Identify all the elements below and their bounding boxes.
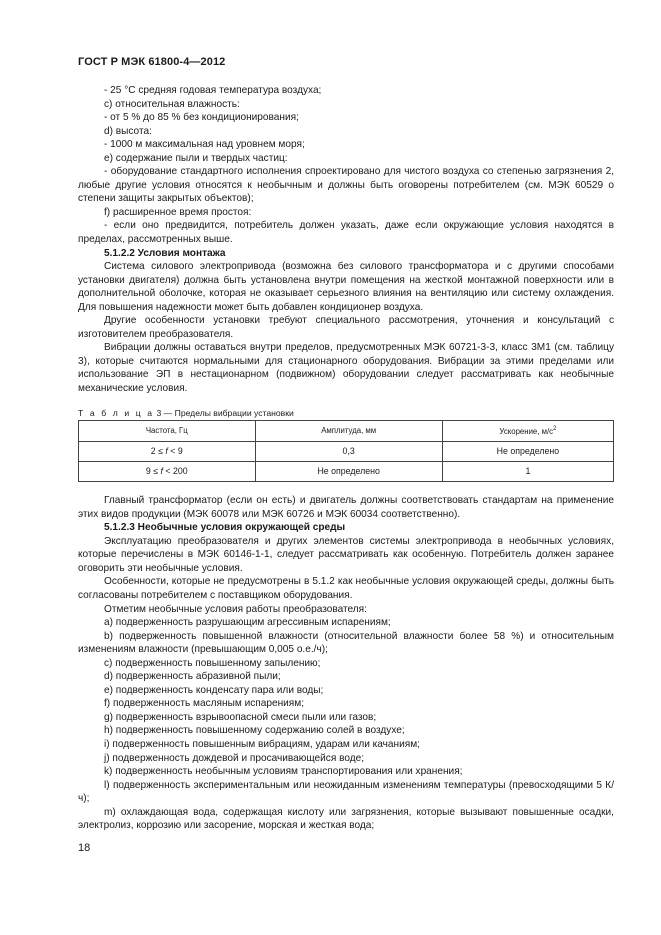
paragraph: Особенности, которые не предусмотрены в 5.1.2 как необычные условия окружающей среды, должны быть согласованы потребителем с поставщиком оборудования. [78,576,614,601]
list-item: c) подверженность повышенному запылению; [104,657,321,669]
list-item: е) подверженность конденсату пара или воды; [104,684,324,696]
page-number: 18 [78,842,91,854]
paragraph: - 25 °С средняя годовая температура воздуха; [104,85,322,96]
document-body [78,84,614,833]
list-item: g) подверженность взрывоопасной смеси пыли или газов; [104,711,377,723]
table-caption-number: 3 [156,407,162,418]
freq-prefix: 9 ≤ [145,465,161,476]
document-header: ГОСТ Р МЭК 61800-4—2012 [78,56,226,68]
paragraph: - от 5 % до 85 % без кондиционирования; [104,112,299,124]
freq-symbol: f [165,445,168,456]
paragraph: Отметим необычные условия работы преобразователя: [104,603,367,615]
table-caption-label: Т а б л и ц а [78,407,155,418]
list-item: m) охлаждающая вода, содержащая кислоту или загрязнения, которые вызывают повышенные осадки, электролиз, коррозию или засорение, морская и жесткая вода; [78,806,614,832]
cell-frequency [79,442,256,462]
cell-frequency [79,462,256,482]
paragraph: Вибрации должны оставаться внутри пределов, предусмотренных МЭК 60721-3-3, класс 3М1 (см. таблицу 3), которые считаются нормальными для стационарного оборудования. Вибрации за этими пределами или использование ЭП в нестационарном (подвижном) оборудовании следует рассматривать как необычные механические условия. [78,342,614,395]
table-header-row [79,421,614,442]
column-header-amplitude: Амплитуда, мм [255,421,442,442]
spacer [78,396,614,407]
paragraph: Другие особенности установки требуют специального рассмотрения, уточнения и консультаций с изготовителем преобразователя. [78,315,614,340]
list-item: l) подверженность экспериментальным или неожиданным изменениям температуры (превосходящими 5 К/ч); [78,779,614,805]
column-header-acceleration [442,421,613,442]
list-item: d) высота: [104,125,152,137]
column-header-frequency: Частота, Гц [79,421,256,442]
freq-suffix: < 200 [162,465,188,476]
list-item: f) подверженность масляным испарениям; [104,698,304,710]
freq-symbol: f [160,465,163,476]
cell-amplitude: 0,3 [255,442,442,462]
list-item: k) подверженность необычным условиям транспортирования или хранения; [104,766,463,778]
list-item: b) подверженность повышенной влажности (относительной влажности более 58 %) и относительным изменениям влажности (превышающим 0,005 о.е./ч); [78,630,614,656]
list-item: i) подверженность повышенным вибрациям, ударам или качаниям; [104,738,420,750]
paragraph: - оборудование стандартного исполнения спроектировано для чистого воздуха со степенью загрязнения 2, любые другие условия относятся к необычным и должны быть оговорены потребителем (см. МЭК 60529 о степени защиты закрытых объектов); [78,166,614,205]
paragraph: - если оно предвидится, потребитель должен указать, даже если окружающие условия находятся в пределах, рассмотренных выше. [78,220,614,246]
freq-prefix: 2 ≤ [150,445,166,456]
paragraph: Главный трансформатор (если он есть) и двигатель должны соответствовать стандартам на применение этих видов продукции (МЭК 60078 или МЭК 60726 и МЭК 60034 соответственно). [78,495,614,520]
list-item: с) относительная влажность: [104,98,240,110]
list-item: а) подверженность разрушающим агрессивным испарениям; [104,617,391,629]
cell-acceleration: 1 [442,462,613,482]
table-caption [78,407,614,421]
paragraph: Система силового электропривода (возможна без силового трансформатора и с другими способами установки двигателя) должна быть установлена внутри помещения на жесткой монтажной поверхности или в дополнительной оболочке, которая не оказывает серьезного влияния на вентиляцию или систему охлаждения. Для повышения надежности может быть добавлен кондиционер воздуха. [78,261,614,313]
vibration-table [78,420,614,482]
acceleration-exponent: 2 [553,426,557,433]
list-item: j) подверженность дождевой и просачивающейся воде; [104,752,365,764]
cell-acceleration: Не определено [442,442,613,462]
freq-suffix: < 9 [167,445,183,456]
section-heading-5122: 5.1.2.2 Условия монтажа [104,247,226,259]
paragraph: Эксплуатацию преобразователя и других элементов системы электропривода в необычных условиях, которые перечислены в МЭК 60146-1-1, следует рассматривать как особенную. Потребитель должен заранее оговорить эти необычные условия. [78,535,614,574]
section-heading-5123: 5.1.2.3 Необычные условия окружающей среды [104,522,346,534]
paragraph: - 1000 м максимальная над уровнем моря; [104,139,305,151]
table-row [79,462,614,482]
cell-amplitude: Не определено [255,462,442,482]
list-item: d) подверженность абразивной пыли; [104,671,281,683]
table-row [79,442,614,462]
list-item: f) расширенное время простоя: [104,206,252,218]
list-item: h) подверженность повышенному содержанию солей в воздухе; [104,725,405,737]
table-caption-text: — Пределы вибрации установки [163,407,294,418]
list-item: е) содержание пыли и твердых частиц: [104,152,288,164]
acceleration-unit: Ускорение, м/с [499,427,554,437]
